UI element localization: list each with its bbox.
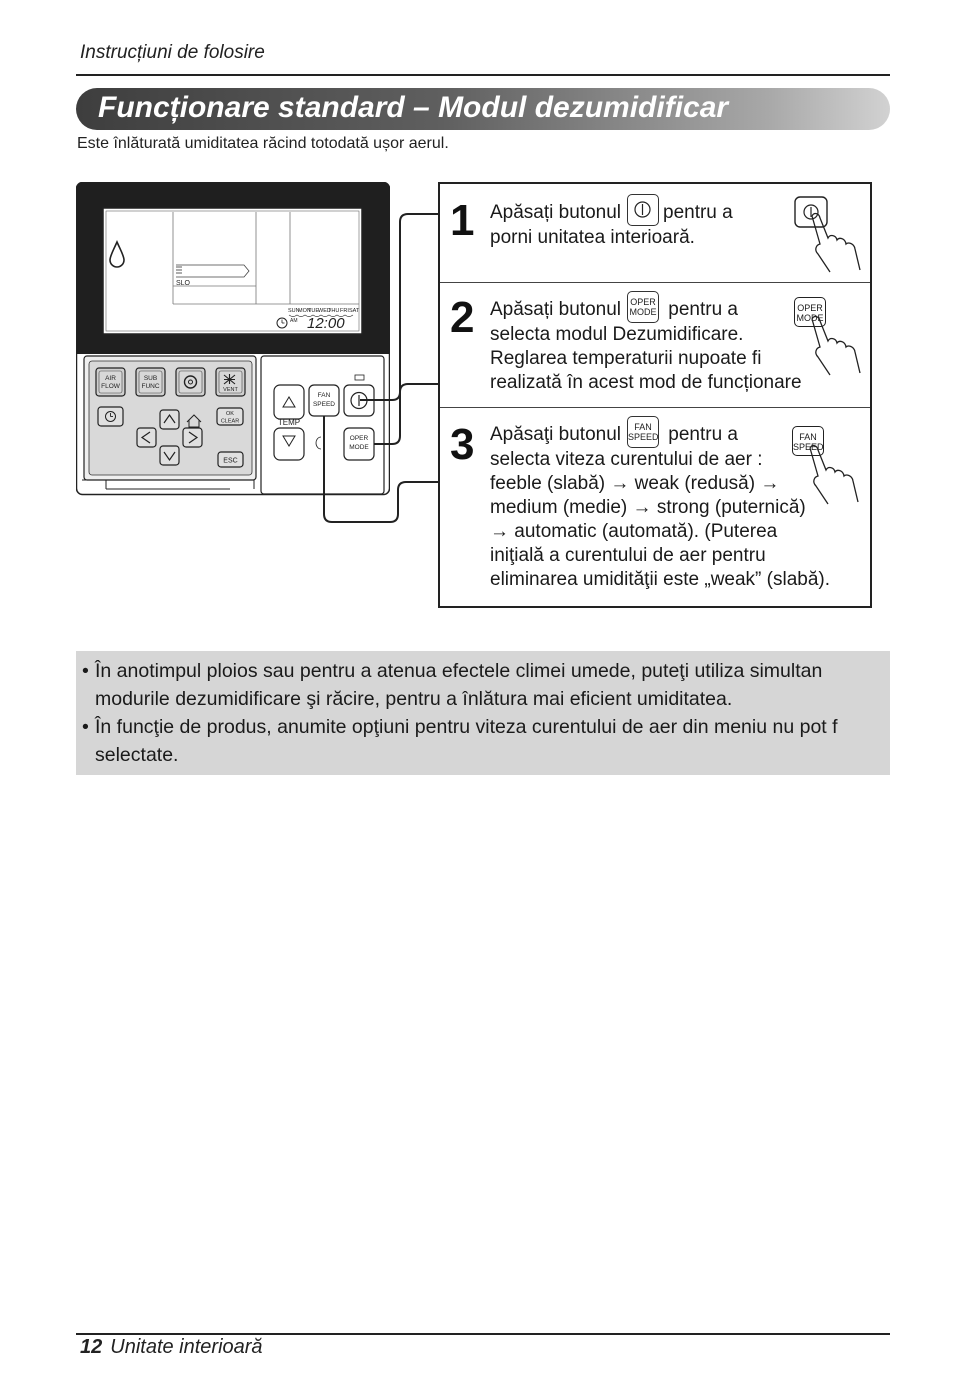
step-text-line: Apăsaţi butonul bbox=[490, 424, 621, 446]
intro-text: Este înlăturată umiditatea răcind totodată ușor aerul. bbox=[77, 135, 449, 152]
page-title: Funcționare standard – Modul dezumidificar bbox=[98, 91, 729, 124]
step-number: 1 bbox=[450, 196, 475, 245]
page-footer bbox=[80, 1336, 263, 1359]
day-label: THU bbox=[328, 308, 340, 314]
footer-label: Unitate interioară bbox=[110, 1336, 263, 1358]
note-line: În funcţie de produs, anumite opţiuni pentru viteza curentului de aer din meniu nu pot f bbox=[95, 716, 838, 738]
air-flow-label: FLOW bbox=[101, 383, 120, 390]
oper-mode-button-icon bbox=[627, 291, 659, 323]
fan-speed-button-icon bbox=[627, 416, 659, 448]
note-line: modurile dezumidificare şi răcire, pentru a înlătura mai eficient umiditatea. bbox=[95, 688, 733, 710]
step-text-line: selecta viteza curentului de aer : bbox=[490, 449, 763, 470]
pressing-hand-icon bbox=[790, 192, 868, 278]
fan-label: SLO bbox=[176, 280, 191, 287]
note-line: selectate. bbox=[95, 744, 179, 766]
oper-mode-label: OPER bbox=[349, 435, 369, 442]
vent-label: VENT bbox=[223, 387, 238, 393]
footer-rule bbox=[76, 1333, 890, 1335]
clear-label: CLEAR bbox=[220, 418, 240, 425]
button-caption: FAN bbox=[634, 422, 652, 432]
step-number: 2 bbox=[450, 293, 475, 342]
day-label: TUE bbox=[308, 308, 319, 314]
step-text-line: Reglarea temperaturii nupoate fi bbox=[490, 348, 762, 369]
step-1 bbox=[440, 184, 870, 282]
sub-func-label: FUNC bbox=[141, 383, 160, 390]
step-2 bbox=[440, 283, 870, 407]
day-label: SUN bbox=[288, 308, 300, 314]
step-text-line: medium (medie) → strong (puternică) bbox=[490, 497, 806, 518]
button-caption: SPEED bbox=[793, 442, 824, 452]
am-label: AM bbox=[290, 318, 298, 324]
day-label: MON bbox=[298, 308, 311, 314]
button-caption: MODE bbox=[796, 313, 824, 323]
power-button-icon bbox=[627, 194, 659, 226]
fan-speed-label: SPEED bbox=[312, 401, 336, 408]
button-caption: MODE bbox=[629, 307, 657, 317]
step-text-line: Apăsați butonul bbox=[490, 299, 621, 321]
esc-label: ESC bbox=[223, 457, 238, 465]
step-text-line: pentru a bbox=[663, 202, 733, 224]
sub-func-label: SUB bbox=[143, 375, 158, 382]
step-3 bbox=[440, 408, 870, 604]
step-number: 3 bbox=[450, 420, 475, 469]
air-flow-label: AIR bbox=[105, 375, 116, 382]
step-text-line: selecta modul Dezumidificare. bbox=[490, 324, 744, 345]
step-text-line: pentru a bbox=[668, 299, 739, 321]
step-text-line: Apăsați butonul bbox=[490, 202, 621, 224]
bullet: • bbox=[82, 716, 89, 738]
page-number: 12 bbox=[80, 1336, 103, 1358]
steps-box bbox=[438, 182, 872, 608]
step-text-line: eliminarea umidităţii este „weak” (slabă). bbox=[490, 569, 831, 590]
step-text-line: pentru a bbox=[668, 424, 739, 446]
step-text-line: iniţială a curentului de aer pentru bbox=[490, 545, 766, 566]
button-caption: FAN bbox=[799, 432, 817, 442]
step-text-line: feeble (slabă) → weak (redusă) → bbox=[490, 473, 780, 494]
bullet: • bbox=[82, 660, 89, 682]
button-caption: OPER bbox=[630, 297, 656, 307]
clock-readout: 12:00 bbox=[307, 315, 345, 332]
oper-mode-label: MODE bbox=[349, 444, 369, 451]
step-text-line: realizată în acest mod de funcționare bbox=[490, 372, 802, 393]
step-text-line: → automatic (automată). (Puterea bbox=[490, 521, 778, 542]
notes-box bbox=[76, 651, 890, 775]
section-label: Instrucțiuni de folosire bbox=[80, 42, 265, 63]
step-text bbox=[490, 297, 802, 395]
day-label: FRI bbox=[340, 308, 349, 314]
pressing-hand-icon bbox=[790, 426, 868, 516]
step-text bbox=[490, 422, 831, 592]
note-line: În anotimpul ploios sau pentru a atenua efectele climei umede, puteţi utiliza simultan bbox=[95, 660, 823, 682]
fan-speed-label: FAN bbox=[317, 392, 331, 399]
day-label: SAT bbox=[349, 308, 360, 314]
pressing-hand-icon bbox=[792, 297, 870, 387]
button-caption: SPEED bbox=[628, 432, 659, 442]
step-text bbox=[490, 200, 780, 250]
temp-label: TEMP bbox=[277, 418, 301, 427]
button-caption: OPER bbox=[797, 303, 823, 313]
ok-label: OK bbox=[226, 411, 234, 417]
day-label: WED bbox=[318, 308, 331, 314]
step-text-line: porni unitatea interioară. bbox=[490, 227, 695, 248]
